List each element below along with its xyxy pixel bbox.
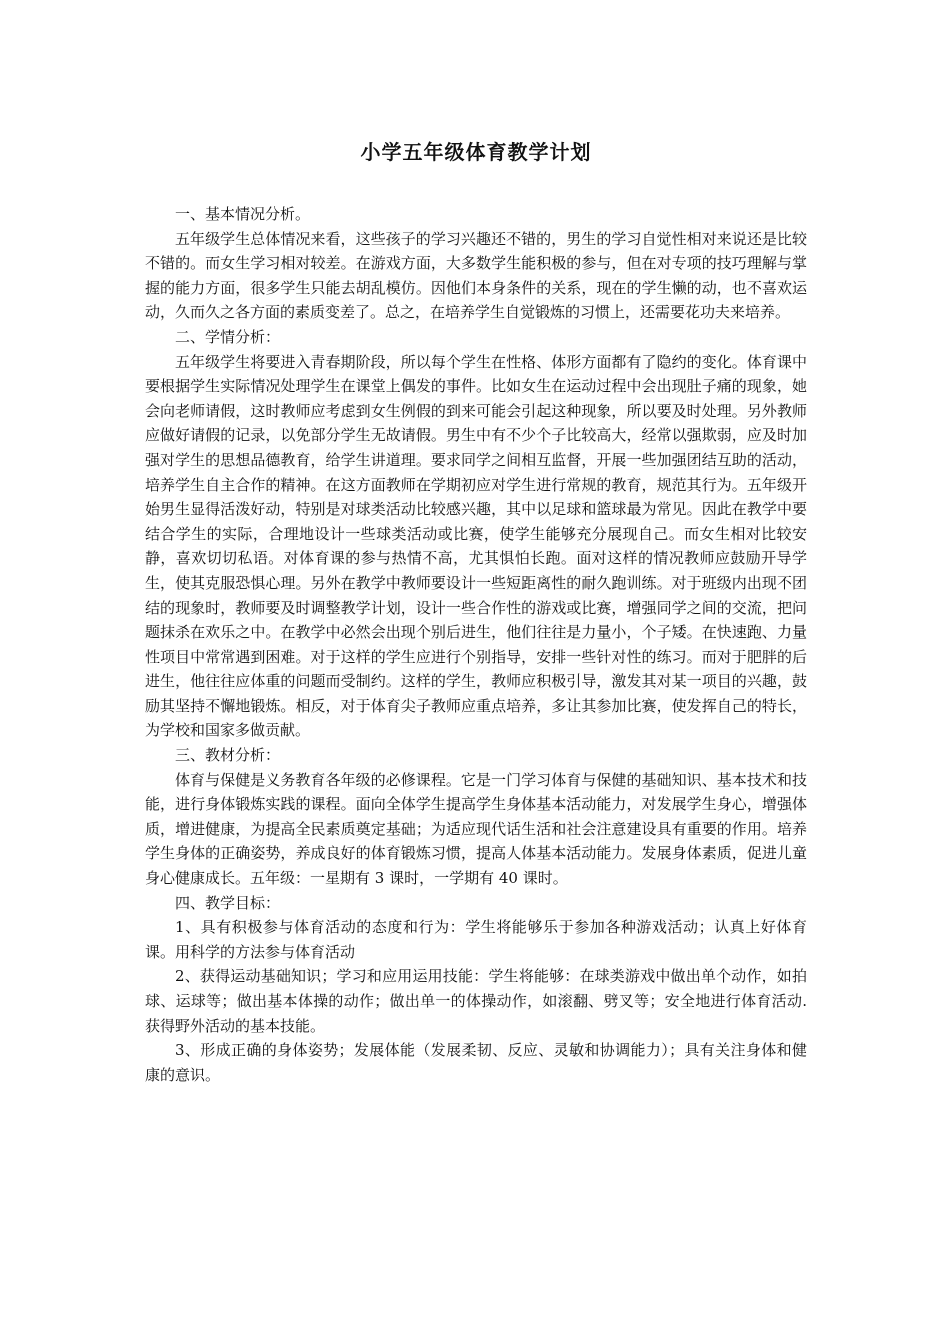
section-heading: 四、教学目标： bbox=[175, 893, 281, 912]
section-paragraph: 五年级学生总体情况来看，这些孩子的学习兴趣还不错的，男生的学习自觉性相对来说还是比较不错的。而女生学习相对较差。在游戏方面，大多数学生能积极的参与，但在对专项的技巧理解与掌握的能力方面，很多学生只能去胡乱模仿。因他们本身条件的关系，现在的学生懒的动，也不喜欢运动，久而久之各方面的素质变差了。总之，在培养学生自觉锻炼的习惯上，还需要花功夫来培养。 bbox=[145, 229, 807, 322]
document-title: 小学五年级体育教学计划 bbox=[360, 140, 592, 164]
section-paragraph: 五年级学生将要进入青春期阶段，所以每个学生在性格、体形方面都有了隐约的变化。体育课中要根据学生实际情况处理学生在课堂上偶发的事件。比如女生在运动过程中会出现肚子痛的现象，她会向老师请假，这时教师应考虑到女生例假的到来可能会引起这种现象，所以要及时处理。另外教师应做好请假的记录，以免部分学生无故请假。男生中有不少个子比较高大，经常以强欺弱，应及时加强对学生的思想品德教育，给学生讲道理。要求同学之间相互监督，开展一些加强团结互助的活动，培养学生自主合作的精神。在这方面教师在学期初应对学生进行常规的教育，规范其行为。五年级开始男生显得活泼好动，特别是对球类活动比较感兴趣，其中以足球和篮球最为常见。因此在教学中要结合学生的实际，合理地设计一些球类活动或比赛，使学生能够充分展现自己。而女生相对比较安静，喜欢切切私语。对体育课的参与热情不高，尤其惧怕长跑。面对这样的情况教师应鼓励开导学生，使其克服恐惧心理。另外在教学中教师要设计一些短距离性的耐久跑训练。对于班级内出现不团结的现象时，教师要及时调整教学计划，设计一些合作性的游戏或比赛，增强同学之间的交流，把问题抹杀在欢乐之中。在教学中必然会出现个别后进生，他们往往是力量小，个子矮。在快速跑、力量性项目中常常遇到困难。对于这样的学生应进行个别指导，安排一些针对性的练习。而对于肥胖的后进生，他往往应体重的问题而受制约。这样的学生，教师应积极引导，激发其对某一项目的兴趣，鼓励其坚持不懈地锻炼。相反，对于体育尖子教师应重点培养，多让其参加比赛，使发挥自己的特长，为学校和国家多做贡献。 bbox=[145, 352, 807, 740]
section-teaching-goals bbox=[145, 891, 807, 1088]
section-heading: 二、学情分析： bbox=[175, 327, 281, 346]
section-student-analysis bbox=[145, 325, 807, 743]
section-paragraph: 体育与保健是义务教育各年级的必修课程。它是一门学习体育与保健的基础知识、基本技术和技能，进行身体锻炼实践的课程。面向全体学生提高学生身体基本活动能力，对发展学生身心，增强体质，增进健康，为提高全民素质奠定基础；为适应现代话生活和社会注意建设具有重要的作用。培养学生身体的正确姿势，养成良好的体育锻炼习惯，提高人体基本活动能力。发展身体素质，促进儿童身心健康成长。五年级：一星期有 3 课时，一学期有 40 课时。 bbox=[145, 770, 807, 888]
goal-item: 3、形成正确的身体姿势；发展体能（发展柔韧、反应、灵敏和协调能力）；具有关注身体和健康的意识。 bbox=[145, 1041, 807, 1084]
section-material-analysis bbox=[145, 743, 807, 891]
section-heading: 三、教材分析： bbox=[175, 746, 281, 765]
document-page bbox=[145, 138, 807, 1087]
section-heading: 一、基本情况分析。 bbox=[175, 205, 311, 223]
section-basic-situation bbox=[145, 202, 807, 325]
goal-item: 2、获得运动基础知识；学习和应用运用技能：学生将能够：在球类游戏中做出单个动作，如拍球、运球等；做出基本体操的动作；做出单一的体操动作，如滚翻、劈叉等；安全地进行体育活动.获得野外活动的基本技能。 bbox=[145, 967, 807, 1035]
goal-item: 1、具有积极参与体育活动的态度和行为：学生将能够乐于参加各种游戏活动；认真上好体育课。用科学的方法参与体育活动 bbox=[145, 918, 807, 961]
